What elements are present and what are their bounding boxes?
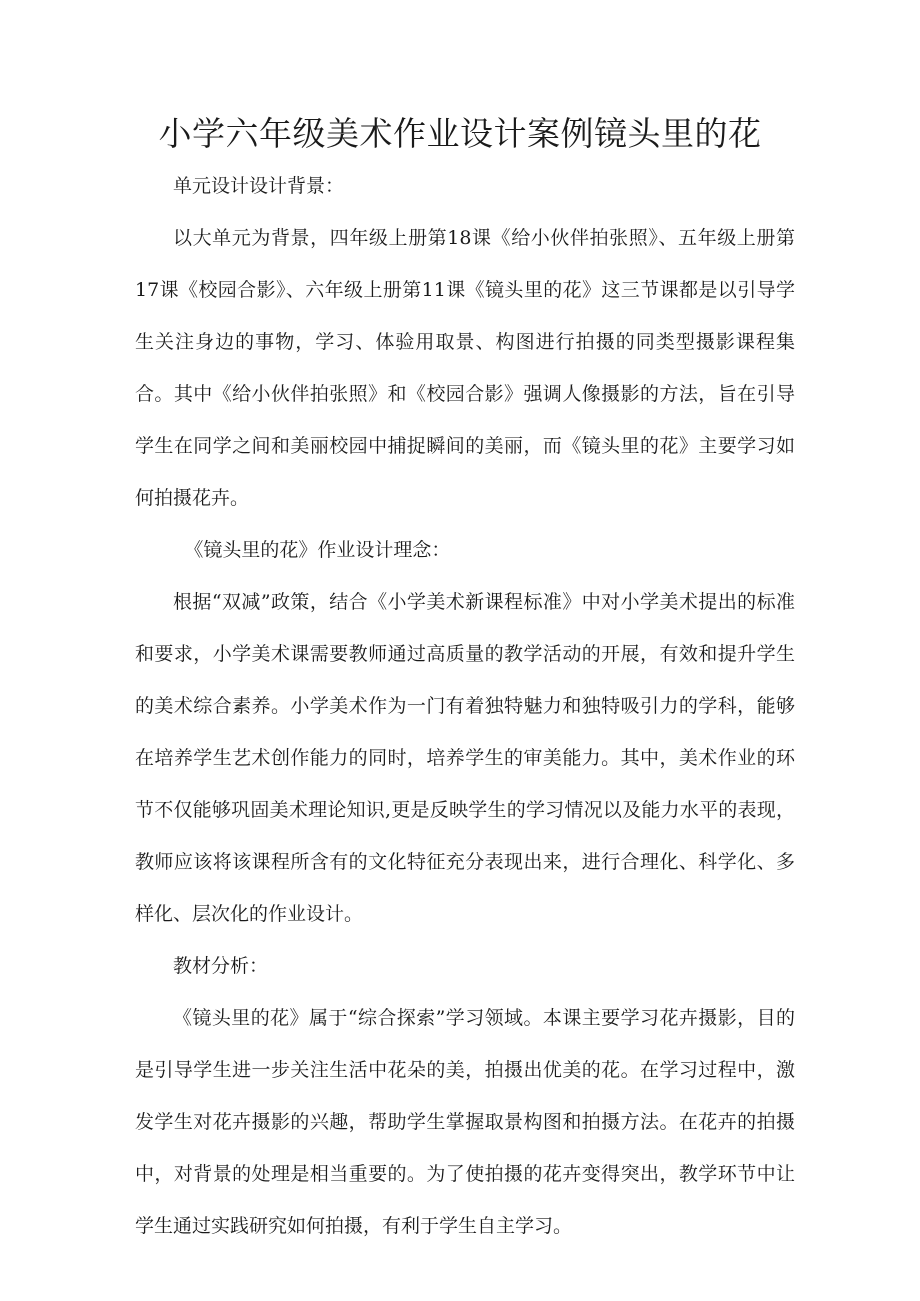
section-heading-analysis: 教材分析： <box>173 955 269 977</box>
paragraph-analysis: 《镜头里的花》属于“综合探索”学习领域。本课主要学习花卉摄影，目的是引导学生进一步关注生活中花朵的美，拍摄出优美的花。在学习过程中，激发学生对花卉摄影的兴趣，帮助学生掌握取景构图和拍摄方法。在花卉的拍摄中，对背景的处理是相当重要的。为了使拍摄的花卉变得突出，教学环节中让学生通过实践研究如何拍摄，有利于学生自主学习。 <box>135 1007 795 1237</box>
paragraph-background: 以大单元为背景，四年级上册第18课《给小伙伴拍张照》、五年级上册第17课《校园合影》、六年级上册第11课《镜头里的花》这三节课都是以引导学生关注身边的事物，学习、体验用取景、构图进行拍摄的同类型摄影课程集合。其中《给小伙伴拍张照》和《校园合影》强调人像摄影的方法，旨在引导学生在同学之间和美丽校园中捕捉瞬间的美丽，而《镜头里的花》主要学习如何拍摄花卉。 <box>135 227 795 509</box>
document-title: 小学六年级美术作业设计案例镜头里的花 <box>158 114 762 153</box>
section-heading-background: 单元设计设计背景： <box>173 175 345 197</box>
document-body <box>135 160 795 1252</box>
paragraph-concept: 根据“双减”政策，结合《小学美术新课程标准》中对小学美术提出的标准和要求，小学美术课需要教师通过高质量的教学活动的开展，有效和提升学生的美术综合素养。小学美术作为一门有着独特魅力和独特吸引力的学科，能够在培养学生艺术创作能力的同时，培养学生的审美能力。其中，美术作业的环节不仅能够巩固美术理论知识,更是反映学生的学习情况以及能力水平的表现，教师应该将该课程所含有的文化特征充分表现出来，进行合理化、科学化、多样化、层次化的作业设计。 <box>135 591 795 925</box>
section-heading-concept: 《镜头里的花》作业设计理念： <box>184 539 451 561</box>
